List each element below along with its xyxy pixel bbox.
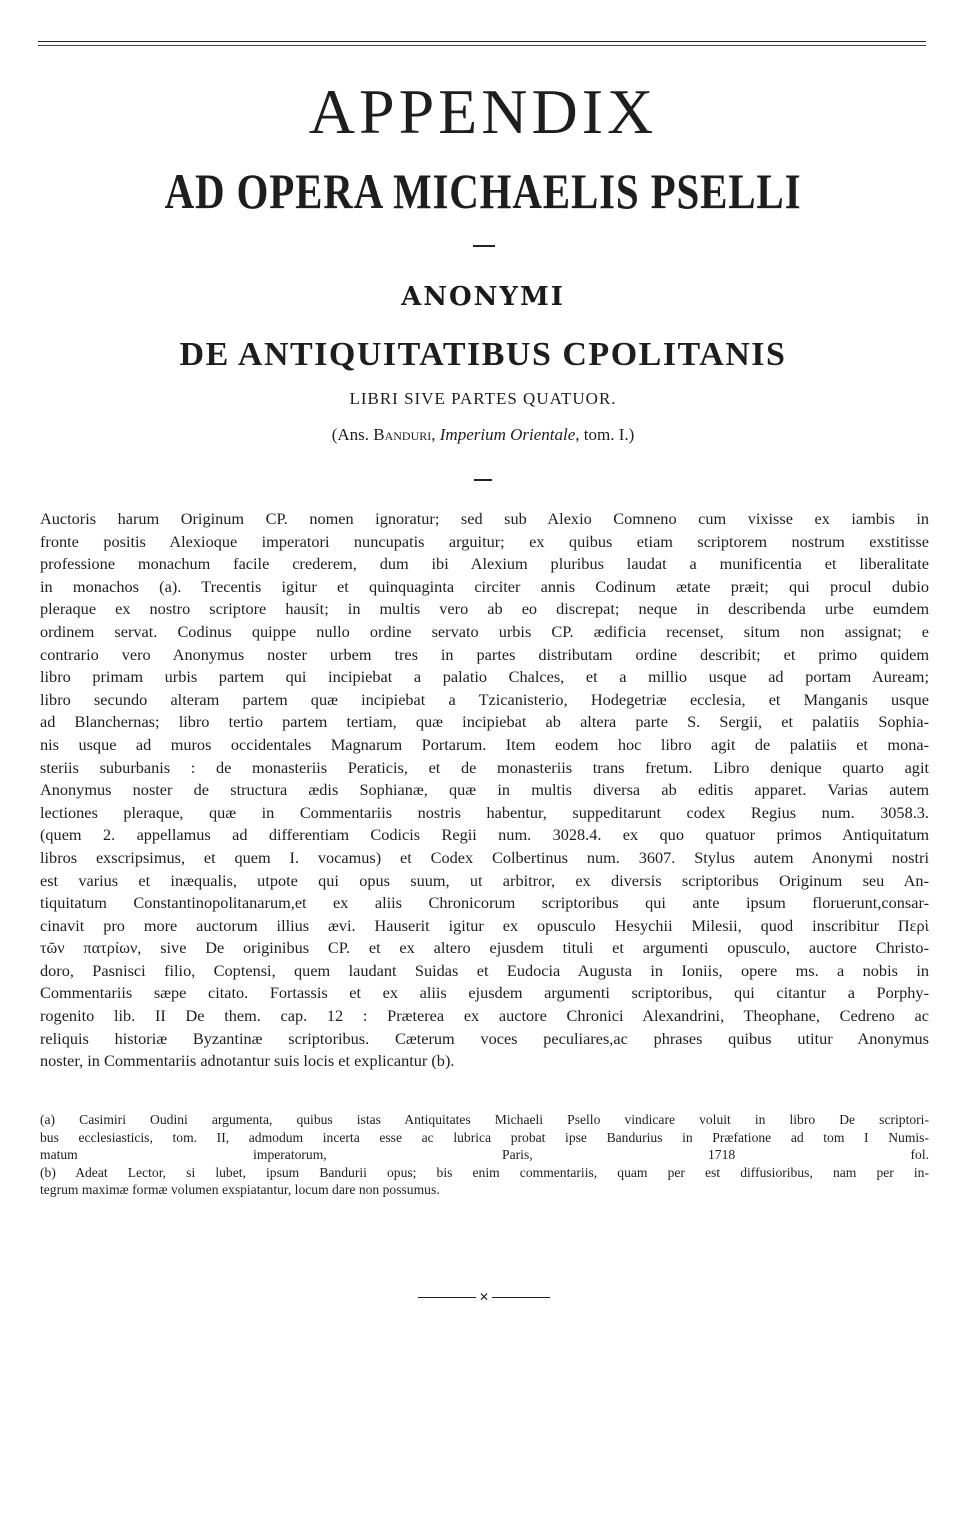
source-suffix: , tom. I.) (575, 425, 635, 444)
body-line: Auctoris harum Originum CP. nomen ignoratur; sed sub Alexio Comneno cum vixisse ex iambis in (40, 509, 929, 528)
source-prefix: (Ans. (331, 425, 374, 444)
footnote-line: (b) Adeat Lector, si lubet, ipsum Bandurii opus; bis enim commentariis, quam per est diffusioribus, nam per in- (40, 1164, 929, 1180)
body-line: est varius et inæqualis, utpote qui opus suum, ut arbitror, ex diversis scriptoribus Originum seu An- (40, 870, 929, 890)
work-title: DE ANTIQUITATIBUS CPOLITANIS (179, 336, 787, 373)
body-line: nis usque ad muros occidentales Magnarum Portarum. Item eodem hoc libro agit de palatiis et mona- (40, 734, 929, 754)
body-line: tiquitatum Constantinopolitanarum,et ex aliis Chronicorum scriptoribus qui ante ipsum floruerunt,consar- (40, 893, 929, 913)
top-rule (38, 41, 926, 42)
body-line: ad Blanchernas; libro tertio partem tertiam, quæ incipiebat ab altera parte S. Sergii, et palatiis Sophia- (40, 712, 929, 732)
work-subtitle: LIBRI SIVE PARTES QUATUOR. (349, 389, 617, 408)
body-line: contrario vero Anonymus noster urbem tres in partes distributam ordine describit; et primo quidem (40, 644, 929, 664)
body-line: libro primam urbis partem qui incipiebat a palatio Chalces, et a millio usque ad portam Auream; (40, 667, 929, 687)
body-line: doro, Pasnisci filio, Coptensi, quem laudant Suidas et Eudocia Augusta in Ioniis, opere ms. a nobis in (40, 960, 929, 980)
body-line: libros exscripsimus, et quem I. vocamus) et Codex Colbertinus num. 3607. Stylus autem Anonymi nostri (40, 847, 929, 867)
author-heading: ANONYMI (401, 282, 565, 312)
body-line: ordinem servat. Codinus quippe nullo ordine servato urbis CP. ædificia recenset, situm non assignat; e (40, 621, 929, 641)
footnote-line: matum imperatorum, Paris, 1718 fol. (40, 1147, 929, 1162)
body-line: Commentariis sæpe citato. Fortassis et ex aliis ejusdem argumenti scriptoribus, qui citantur a Porphy- (40, 983, 929, 1003)
footnote-line: (a) Casimiri Oudini argumenta, quibus istas Antiquitates Michaeli Psello vindicare voluit in libro De scriptori- (40, 1112, 929, 1127)
body-line: rogenito lib. II De them. cap. 12 : Præterea ex auctore Chronici Alexandrini, Theophane, Cedreno ac (40, 1006, 929, 1026)
body-line: steriis suburbanis : de monasteriis Peraticis, et de monasteriis trans fretum. Libro denique quarto agit (40, 757, 929, 777)
body-line: noster, in Commentariis adnotantur suis locis et explicantur (b). (40, 1051, 455, 1071)
body-line: τῶν πατρίων, sive De originibus CP. et ex altero ejusdem tituli et argumenti opusculo, auctore Christo- (40, 938, 929, 958)
body-line: in monachos (a). Trecentis igitur et quinquaginta circiter annis Codinum ætate præit; qui procul dubio (40, 576, 929, 596)
body-line: cinavit pro more auctorum illius ævi. Hauserit igitur ex opusculo Hesychii Milesii, quod inscribitur Περὶ (40, 915, 929, 935)
source-author: Banduri (373, 425, 432, 444)
body-line: lectiones pleraque, quæ in Commentariis nostris habentur, suppeditarunt codex Regius num. 3058.3. (40, 802, 929, 822)
end-ornament-icon: ✕ (476, 1289, 492, 1305)
body-paragraph (40, 508, 929, 1073)
separator-dash-2 (474, 479, 492, 481)
body-line: reliquis historiæ Byzantinæ scriptoribus. Cæterum voces peculiares,ac phrases quibus utitur Anonymus (40, 1028, 929, 1048)
source-title: Imperium Orientale (439, 425, 576, 444)
footnotes (40, 1111, 929, 1199)
top-rule-secondary (38, 45, 926, 46)
separator-dash (473, 245, 495, 247)
page-subtitle: AD OPERA MICHAELIS PSELLI (164, 163, 802, 219)
footnote-line: bus ecclesiasticis, tom. II, admodum incerta esse ac lubrica probat ipse Bandurius in Præfatione ad tom I Numis- (40, 1129, 929, 1145)
footnote-line: tegrum maximæ formæ volumen exspiatantur, locum dare non possumus. (40, 1182, 440, 1197)
body-line: (quem 2. appellamus ad differentiam Codicis Regii num. 3028.4. ex quo quatuor primos Antiquitatum (40, 825, 929, 845)
source-sep: , (431, 425, 440, 444)
page-title: APPENDIX (308, 76, 658, 147)
body-line: libro secundo alteram partem quæ incipiebat a Tzicanisterio, Hodegetriæ ecclesia, et Manganis usque (40, 689, 929, 709)
body-line: Anonymus noster de structura ædis Sophianæ, quæ in multis diversa ab editis apparet. Varias autem (40, 780, 929, 800)
source-citation (0, 425, 966, 445)
body-line: professione monachum facile crederem, dum ibi Alexium pluribus laudat a munificentia et liberalitate (40, 554, 929, 574)
body-line: fronte positis Alexioque imperatori nuncupatis arguitur; ex quibus etiam scriptorem nostrum exstitisse (40, 531, 929, 551)
body-line: pleraque ex nostro scriptore hausit; in multis vero ab eo discrepat; neque in describenda urbe eumdem (40, 599, 929, 619)
